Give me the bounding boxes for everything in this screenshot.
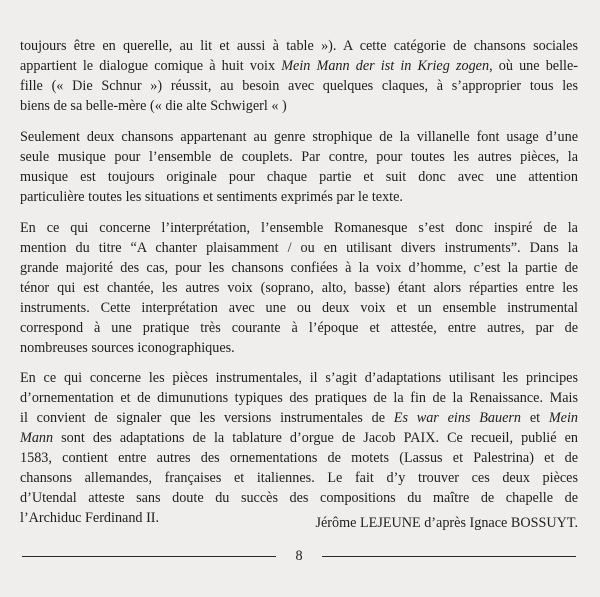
text-line [20,187,578,207]
text-line [20,318,578,338]
text-segment: instruments. Cette interprétation avec une ou deux voix et un ensemble instrumental [20,300,578,316]
text-segment: mention du titre “A chanter plaisamment / ou en utilisant divers instruments”. Dans la [20,240,578,256]
text-line [20,388,578,408]
text-segment: 1583, contient entre autres des ornementations de motets (Lassus et Palestrina) et de [20,450,578,466]
text-segment: particulière toutes les situations et sentiments exprimés par le texte. [20,189,403,205]
text-line [20,167,578,187]
text-segment: nombreuses sources iconographiques. [20,340,235,356]
footer-rule-left [22,556,276,557]
text-segment: d’Utendal atteste sans doute du succès des compositions du maître de chapelle de [20,490,578,506]
text-segment: et [521,410,549,426]
text-segment: l’Archiduc Ferdinand II. [20,510,160,526]
paragraph-4 [20,368,578,528]
text-segment: toujours être en querelle, au lit et aussi à table »). A cette catégorie de chansons sociales [20,38,578,54]
paragraph-2 [20,127,578,207]
text-segment: seule musique pour l’ensemble de couplets. Par contre, pour toutes les autres pièces, la [20,149,578,165]
italic-title: Mann [20,430,54,446]
text-line [20,338,578,358]
text-segment: d’ornementation et de dimunutions typiques des pratiques de la fin de la Renaissance. Mais [20,390,578,406]
italic-title: Mein Mann der ist in Krieg zogen [281,58,490,74]
text-line [20,448,578,468]
text-line [20,468,578,488]
text-segment: En ce qui concerne l’interprétation, l’ensemble Romanesque s’est donc inspiré de la [20,220,578,236]
text-segment: chansons allemandes, françaises et italiennes. Le fait d’y trouver ces deux pièces [20,470,578,486]
text-line [20,147,578,167]
text-line [20,298,578,318]
paragraph-1 [20,36,578,116]
author-signature: Jérôme LEJEUNE d’après Ignace BOSSUYT. [315,515,578,531]
text-segment: appartient le dialogue comique à huit voix [20,58,282,74]
text-line [20,96,578,116]
text-line [20,36,578,56]
text-line [20,76,578,96]
text-segment: sont des adaptations de la tablature d’orgue de Jacob PAIX. Ce recueil, publié en [53,430,578,446]
footer-rule-right [322,556,576,557]
text-segment: musique est toujours originale pour chaque partie et suit donc avec une attention [20,169,578,185]
text-line [20,488,578,508]
page-number: 8 [295,548,303,564]
paragraph-3 [20,218,578,358]
text-line [20,56,578,76]
text-segment: biens de sa belle-mère (« die alte Schwigerl « ) [20,98,287,114]
text-segment: correspond à une pratique très courante à l’époque et attestée, entre autres, par de [20,320,578,336]
italic-title: Es war eins Bauern [393,410,522,426]
text-segment: En ce qui concerne les pièces instrumentales, il s’agit d’adaptations utilisant les principes [20,370,578,386]
text-segment: , où une belle- [489,58,578,74]
text-line [20,428,578,448]
text-segment: grande majorité des cas, pour les chansons confiées à la voix d’homme, c’est la partie de [20,260,578,276]
text-line [20,218,578,238]
text-line [20,278,578,298]
text-segment: fille (« Die Schnur ») réussit, au besoin avec quelques claques, à s’approprier tous les [20,78,578,94]
italic-title: Mein [548,410,578,426]
text-line [20,127,578,147]
text-line [20,408,578,428]
text-line [20,238,578,258]
text-segment: Seulement deux chansons appartenant au genre strophique de la villanelle font usage d’une [20,129,578,145]
text-line [20,258,578,278]
text-line [20,368,578,388]
text-segment: ténor qui est chantée, les autres voix (soprano, alto, basse) étant alors réparties entre les [20,280,578,296]
text-segment: il convient de signaler que les versions instrumentales de [20,410,394,426]
